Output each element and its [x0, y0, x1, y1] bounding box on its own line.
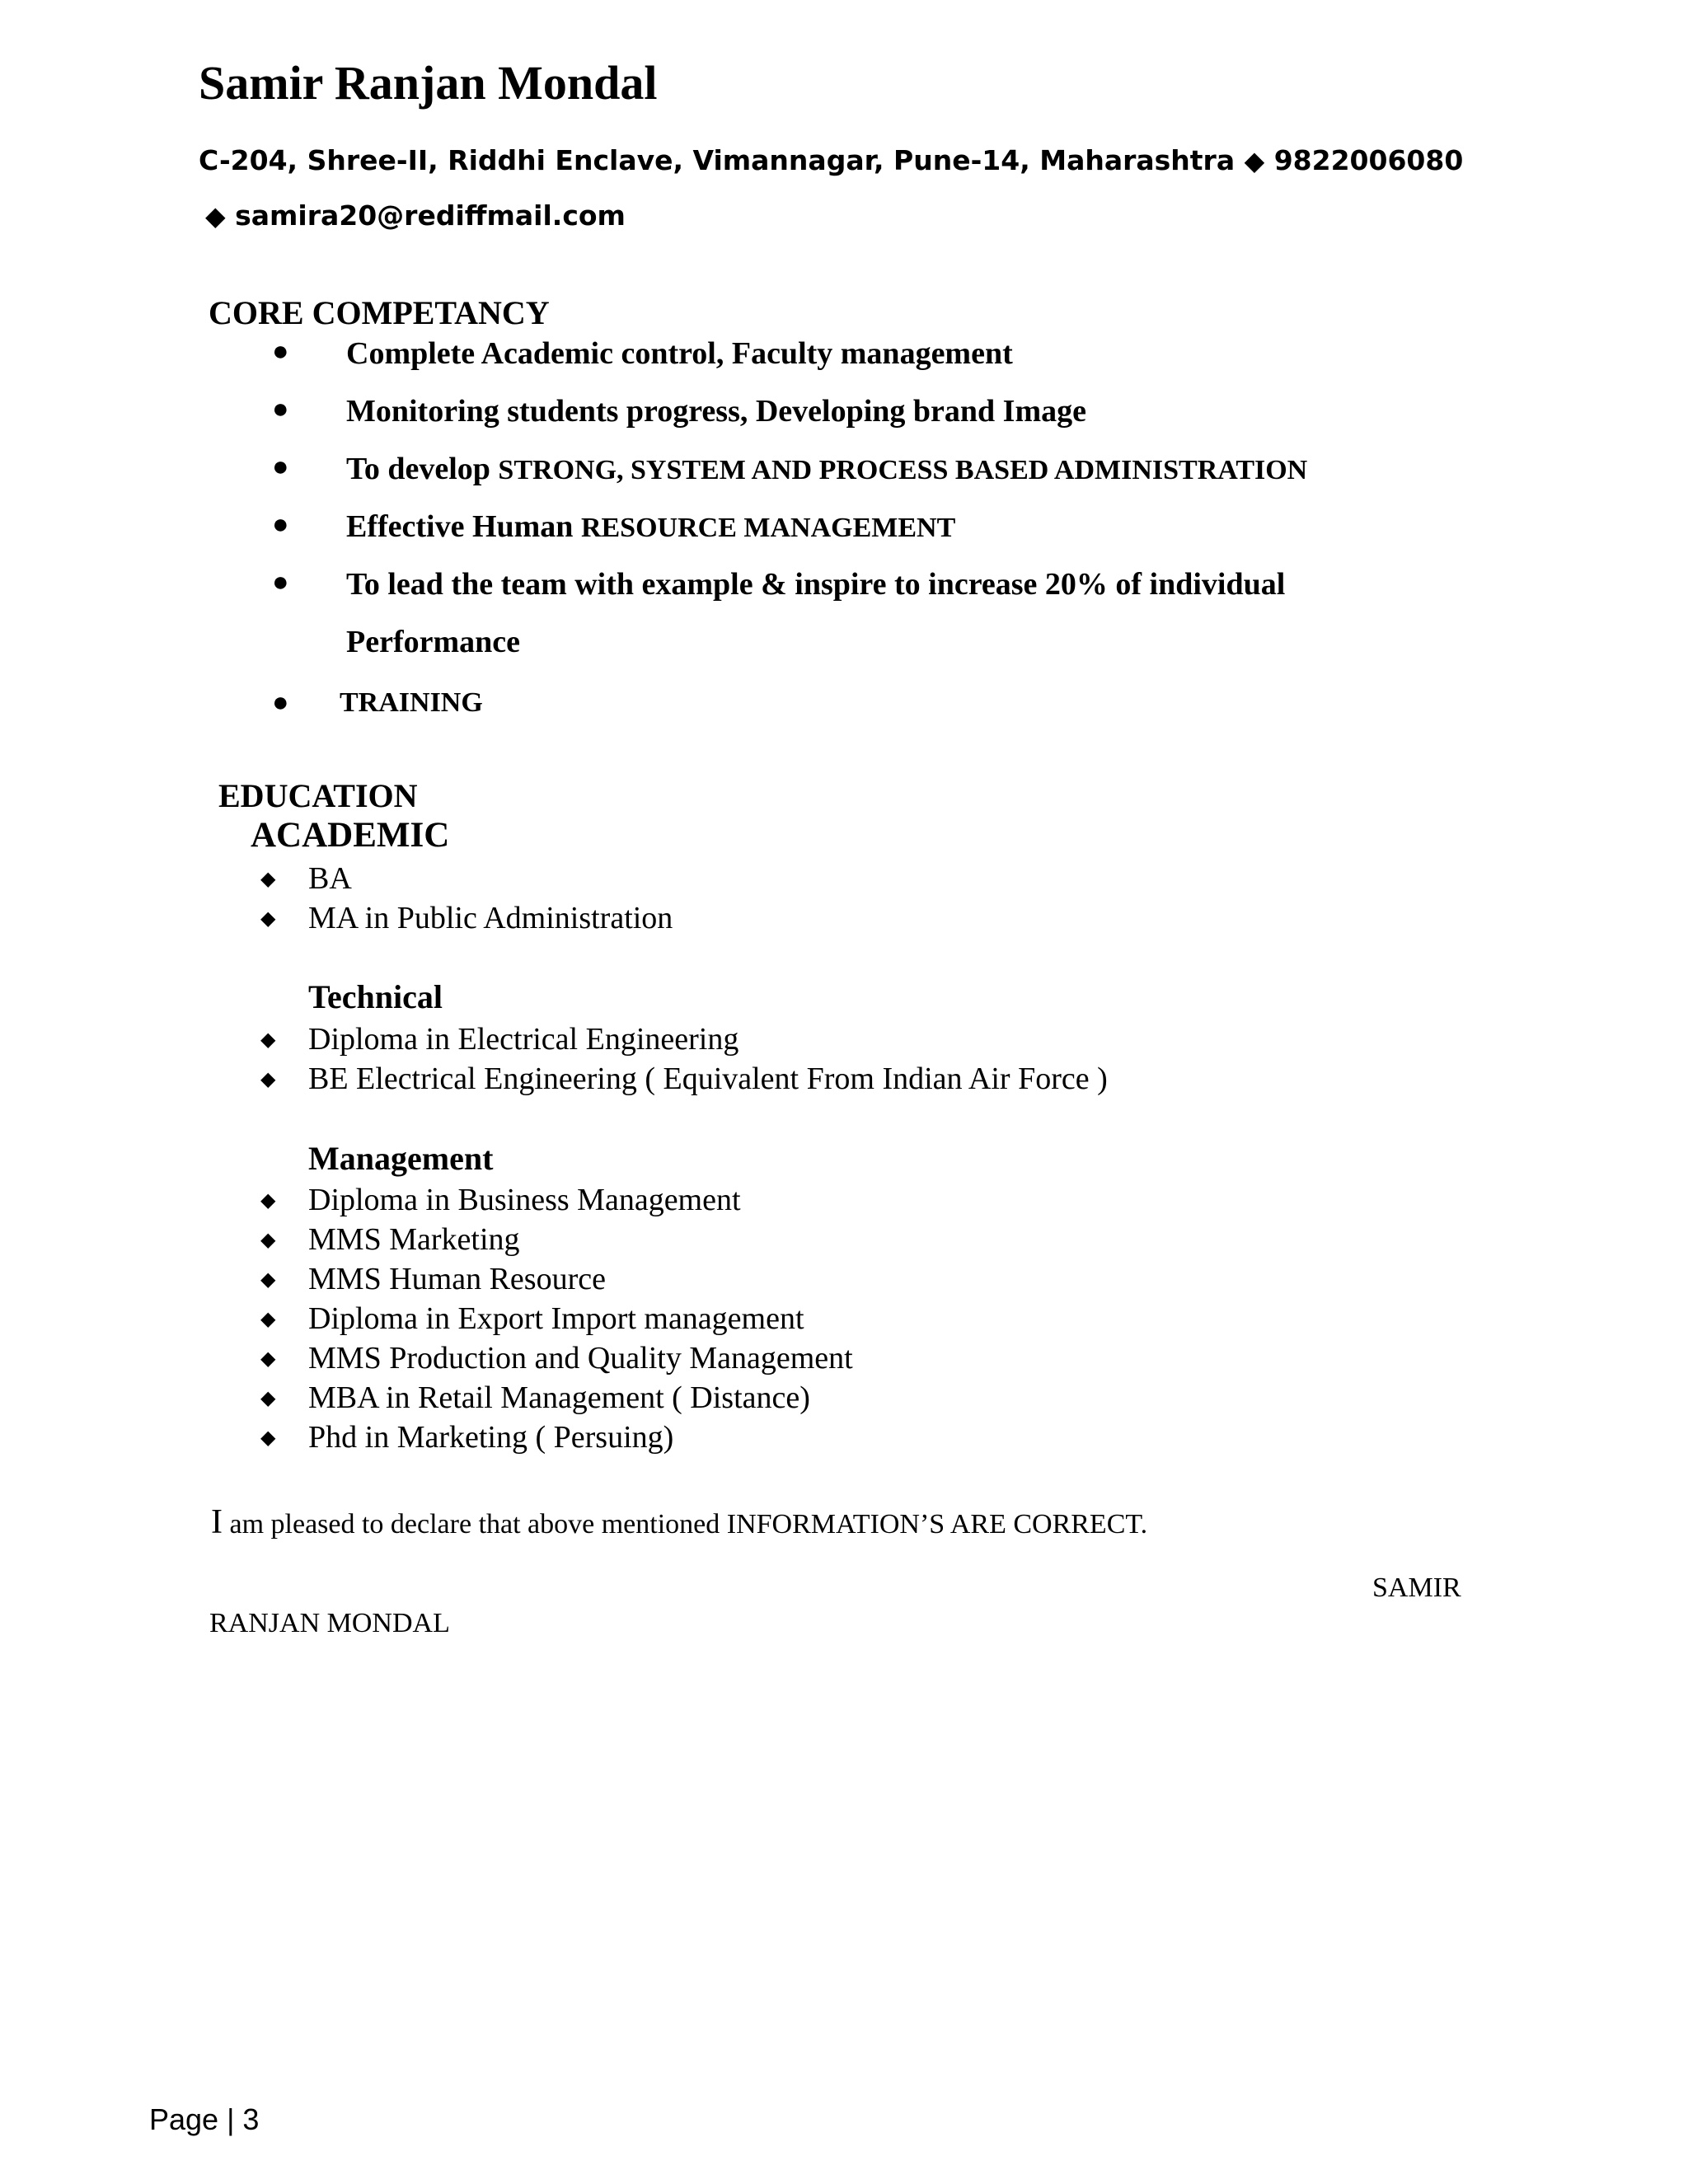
- declaration: I am pleased to declare that above mentioned INFORMATION’S ARE CORRECT.: [211, 1503, 1148, 1541]
- diamond-icon: ◆: [205, 200, 226, 232]
- diamond-bullet-icon: ◆: [260, 1069, 276, 1090]
- candidate-name: Samir Ranjan Mondal: [199, 56, 658, 110]
- bullet-icon: ●: [272, 336, 289, 367]
- diamond-bullet-icon: ◆: [260, 1348, 276, 1370]
- email-line: [205, 199, 626, 232]
- core-competency-heading: CORE COMPETANCY: [209, 294, 550, 331]
- page-number: Page | 3: [149, 2102, 260, 2136]
- contact-line: [199, 144, 1464, 176]
- signature-second-line: RANJAN MONDAL: [209, 1608, 450, 1638]
- diamond-icon: ◆: [1244, 145, 1265, 176]
- diamond-bullet-icon: ◆: [260, 1388, 276, 1409]
- diamond-bullet-icon: ◆: [260, 1269, 276, 1291]
- email-address: samira20@rediffmail.com: [235, 199, 626, 232]
- signature-first-line: SAMIR: [1372, 1572, 1461, 1603]
- diamond-bullet-icon: ◆: [260, 1029, 276, 1051]
- management-subheading: Management: [308, 1140, 494, 1177]
- address: C-204, Shree-II, Riddhi Enclave, Vimannagar, Pune-14, Maharashtra: [199, 144, 1236, 176]
- education-heading: EDUCATION: [218, 777, 418, 814]
- diamond-bullet-icon: ◆: [260, 1230, 276, 1251]
- technical-subheading: Technical: [308, 978, 443, 1015]
- diamond-bullet-icon: ◆: [260, 1309, 276, 1330]
- bullet-icon: ●: [272, 509, 289, 540]
- diamond-bullet-icon: ◆: [260, 869, 276, 890]
- diamond-bullet-icon: ◆: [260, 908, 276, 930]
- diamond-bullet-icon: ◆: [260, 1190, 276, 1212]
- bullet-icon: ●: [272, 394, 289, 424]
- academic-subheading: ACADEMIC: [251, 816, 450, 855]
- bullet-icon: ●: [272, 687, 289, 718]
- diamond-bullet-icon: ◆: [260, 1427, 276, 1449]
- phone-number: 9822006080: [1273, 144, 1464, 176]
- bullet-icon: ●: [272, 567, 289, 598]
- bullet-icon: ●: [272, 452, 289, 482]
